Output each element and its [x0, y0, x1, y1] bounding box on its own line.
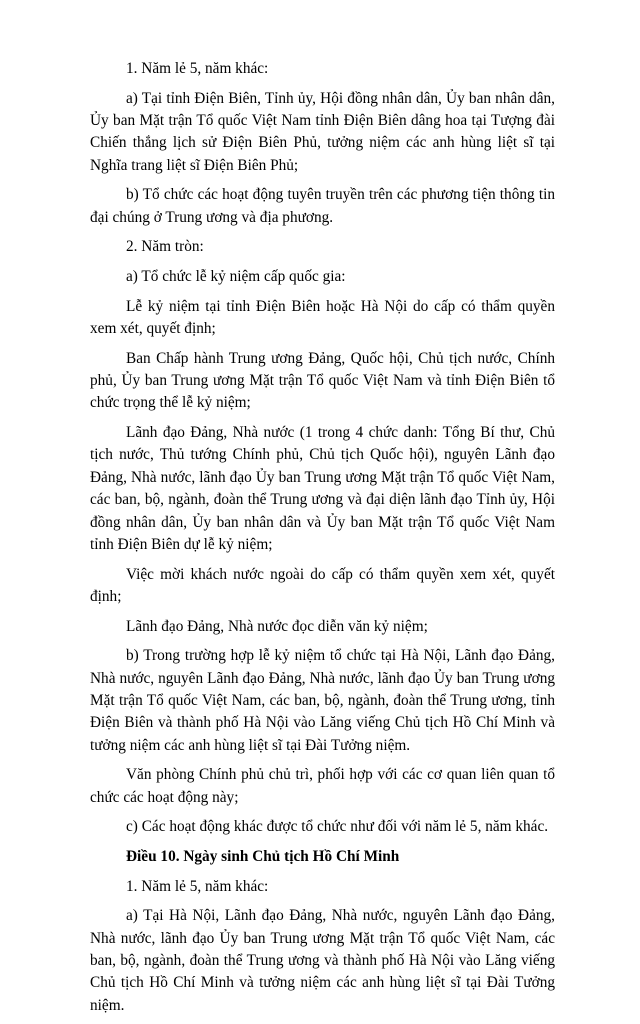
paragraph-clause-2b: b) Trong trường hợp lễ kỷ niệm tổ chức tại Hà Nội, Lãnh đạo Đảng, Nhà nước, nguyên Lãnh đạo Đảng, Nhà nước, lãnh đạo Ủy ban Trung ương Mặt trận Tổ quốc Việt Nam, các ban, bộ, ngành, đoàn thể Trung ương, tỉnh Điện Biên và thành phố Hà Nội vào Lăng viếng Chủ tịch Hồ Chí Minh và tưởng niệm các anh hùng liệt sĩ tại Đài Tưởng niệm.	[90, 647, 555, 754]
paragraph-organizers: Ban Chấp hành Trung ương Đảng, Quốc hội, Chủ tịch nước, Chính phủ, Ủy ban Trung ương Mặt trận Tổ quốc Việt Nam và tỉnh Điện Biên tổ chức trọng thể lễ kỷ niệm;	[90, 349, 555, 412]
paragraph-article-10-clause-1: 1. Năm lẻ 5, năm khác:	[126, 877, 269, 895]
paragraph-clause-2c: c) Các hoạt động khác được tổ chức như đối với năm lẻ 5, năm khác.	[126, 818, 549, 836]
paragraph-ceremony-location: Lễ kỷ niệm tại tỉnh Điện Biên hoặc Hà Nội do cấp có thẩm quyền xem xét, quyết định;	[90, 297, 555, 337]
paragraph-clause-1b: b) Tổ chức các hoạt động tuyên truyền trên các phương tiện thông tin đại chúng ở Trung ương và địa phương.	[90, 186, 555, 226]
paragraph-clause-1: 1. Năm lẻ 5, năm khác:	[126, 60, 269, 77]
paragraph-foreign-guests: Việc mời khách nước ngoài do cấp có thẩm quyền xem xét, quyết định;	[90, 565, 555, 606]
paragraph-government-office: Văn phòng Chính phủ chủ trì, phối hợp với các cơ quan liên quan tổ chức các hoạt động này;	[90, 766, 555, 806]
paragraph-clause-2a: a) Tổ chức lễ kỷ niệm cấp quốc gia:	[126, 268, 346, 285]
paragraph-attendees: Lãnh đạo Đảng, Nhà nước (1 trong 4 chức danh: Tổng Bí thư, Chủ tịch nước, Thủ tướng Chính phủ, Chủ tịch Quốc hội), nguyên Lãnh đạo Đảng, Nhà nước, lãnh đạo Ủy ban Trung ương Mặt trận Tổ quốc Việt Nam, các ban, bộ, ngành, đoàn thể Trung ương và đại diện lãnh đạo Tỉnh ủy, Hội đồng nhân dân, Ủy ban nhân dân và Ủy ban Mặt trận Tổ quốc Việt Nam tỉnh Điện Biên dự lễ kỷ niệm;	[90, 424, 555, 554]
paragraph-clause-1a: a) Tại tỉnh Điện Biên, Tỉnh ủy, Hội đồng nhân dân, Ủy ban nhân dân, Ủy ban Mặt trận Tổ quốc Việt Nam tỉnh Điện Biên dâng hoa tại Tượng đài Chiến thắng lịch sử Điện Biên Phủ, tưởng niệm các anh hùng liệt sĩ tại Nghĩa trang liệt sĩ Điện Biên Phủ;	[90, 89, 555, 174]
article-10-heading: Điều 10. Ngày sinh Chủ tịch Hồ Chí Minh	[126, 848, 400, 866]
paragraph-speech: Lãnh đạo Đảng, Nhà nước đọc diễn văn kỷ niệm;	[126, 617, 428, 635]
document-body	[90, 58, 555, 1024]
paragraph-clause-2: 2. Năm tròn:	[126, 238, 204, 256]
paragraph-article-10-clause-1a: a) Tại Hà Nội, Lãnh đạo Đảng, Nhà nước, nguyên Lãnh đạo Đảng, Nhà nước, lãnh đạo Ủy ban Trung ương Mặt trận Tổ quốc Việt Nam, các ban, bộ, ngành, đoàn thể Trung ương và thành phố Hà Nội vào Lăng viếng Chủ tịch Hồ Chí Minh và tưởng niệm các anh hùng liệt sĩ tại Đài Tưởng niệm.	[90, 907, 555, 1014]
